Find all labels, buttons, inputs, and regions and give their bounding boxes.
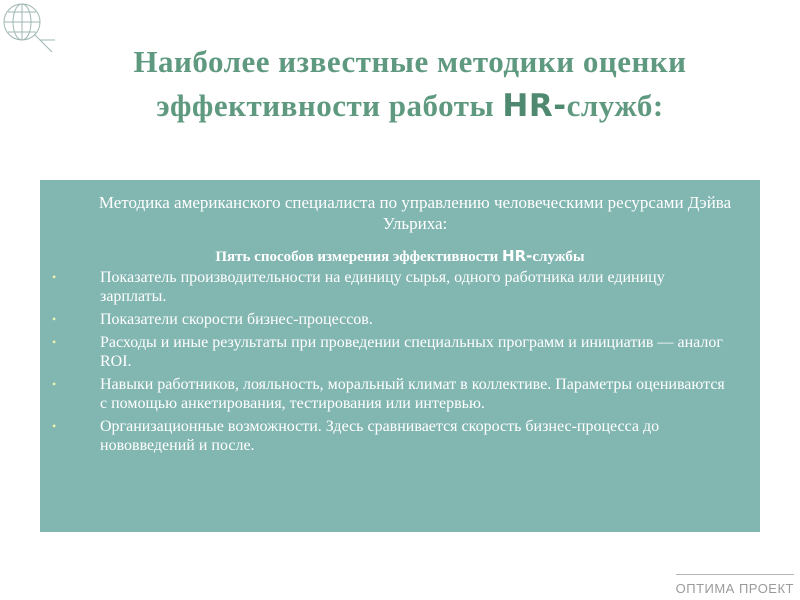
content-panel (40, 180, 760, 532)
list-item: • Показатель производительности на единицу сырья, одного работника или единицу зарплаты. (52, 269, 665, 305)
bullet-dot-icon: • (52, 335, 57, 349)
bullet-dot-icon: • (52, 270, 57, 284)
bullet-dot-icon: • (52, 377, 57, 391)
list-heading: Пять способов измерения эффективности HR-службы (215, 247, 585, 265)
list-item: • Навыки работников, лояльность, моральный климат в коллективе. Параметры оцениваются с помощью анкетирования, тестирования или интервью. (52, 376, 725, 412)
list-item: • Расходы и иные результаты при проведении специальных программ и инициатив — аналог ROI. (52, 334, 723, 370)
title-line-1: Наиболее известные методики оценки (133, 44, 687, 79)
list-item: • Организационные возможности. Здесь сравнивается скорость бизнес-процесса до нововведений и после. (52, 418, 660, 454)
globe-grid-icon (0, 0, 60, 60)
title-line-2: эффективности работы HR-служб: (156, 88, 664, 124)
methods-list (40, 268, 760, 459)
bullet-dot-icon: • (52, 312, 57, 326)
footer-brand: ОПТИМА ПРОЕКТ (675, 581, 794, 596)
list-item: • Показатели скорости бизнес-процессов. (52, 311, 373, 328)
footer-divider (676, 574, 794, 575)
title-hr-mark: HR- (502, 88, 567, 124)
slide-title (60, 40, 760, 128)
intro-text: Методика американского специалиста по управлению человеческими ресурсами Дэйва Ульриха: (98, 193, 732, 233)
bullet-dot-icon: • (52, 419, 57, 433)
